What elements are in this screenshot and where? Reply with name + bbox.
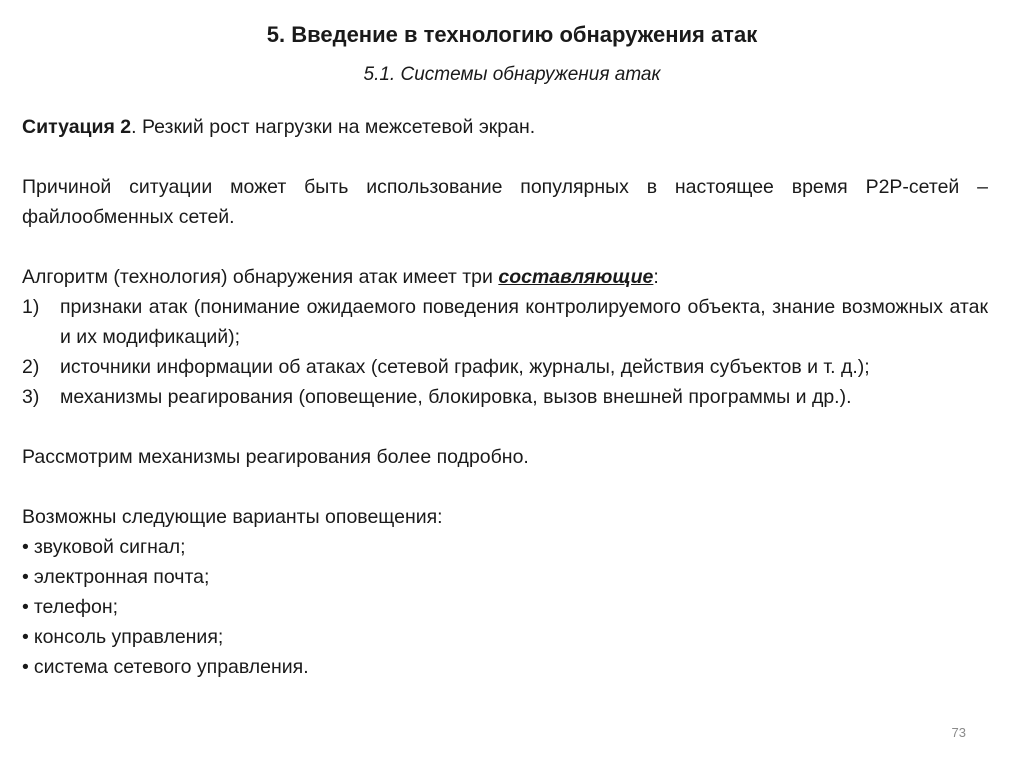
- options-intro: Возможны следующие варианты оповещения:: [22, 506, 443, 528]
- list-item: [22, 352, 988, 382]
- situation-paragraph: [22, 112, 988, 142]
- list-item: [22, 622, 988, 652]
- bullet-icon: •: [22, 536, 29, 558]
- list-item-text: электронная почта;: [33, 566, 210, 588]
- situation-label: Ситуация 2: [22, 116, 132, 138]
- list-item: [22, 562, 988, 592]
- list-item: [22, 652, 988, 682]
- slide-subtitle: 5.1. Системы обнаружения атак: [363, 64, 661, 85]
- list-item-text: звуковой сигнал;: [33, 536, 186, 558]
- list-item-text: консоль управления;: [33, 626, 224, 648]
- list-item-number: 1): [22, 296, 40, 318]
- situation-text: . Резкий рост нагрузки на межсетевой экран.: [131, 116, 536, 138]
- page-number: 73: [951, 725, 966, 740]
- list-item-text: признаки атак (понимание ожидаемого поведения контролируемого объекта, знание возможных атак и их модификаций);: [60, 296, 988, 348]
- list-item-number: 3): [22, 386, 40, 408]
- algorithm-emphasis: составляющие: [498, 266, 654, 288]
- list-item: [22, 532, 988, 562]
- list-item-text: источники информации об атаках (сетевой график, журналы, действия субъектов и т. д.);: [60, 356, 870, 378]
- options-list: [22, 532, 988, 682]
- consider-paragraph: Рассмотрим механизмы реагирования более подробно.: [22, 446, 529, 468]
- list-item-text: телефон;: [33, 596, 119, 618]
- list-item: [22, 292, 988, 352]
- bullet-icon: •: [22, 596, 29, 618]
- slide-content: [22, 112, 988, 682]
- bullet-icon: •: [22, 626, 29, 648]
- list-item: [22, 382, 988, 412]
- algorithm-colon: :: [653, 266, 659, 288]
- slide-title: 5. Введение в технологию обнаружения атак: [266, 22, 758, 47]
- components-list: [22, 292, 988, 412]
- list-item-text: система сетевого управления.: [33, 656, 309, 678]
- cause-paragraph: Причиной ситуации может быть использование популярных в настоящее время P2P-сетей – файлообменных сетей.: [22, 176, 988, 228]
- bullet-icon: •: [22, 566, 29, 588]
- list-item-number: 2): [22, 356, 40, 378]
- bullet-icon: •: [22, 656, 29, 678]
- list-item-text: механизмы реагирования (оповещение, блокировка, вызов внешней программы и др.).: [60, 386, 852, 408]
- algorithm-paragraph: [22, 262, 988, 292]
- algorithm-text: Алгоритм (технология) обнаружения атак имеет три: [22, 266, 499, 288]
- list-item: [22, 592, 988, 622]
